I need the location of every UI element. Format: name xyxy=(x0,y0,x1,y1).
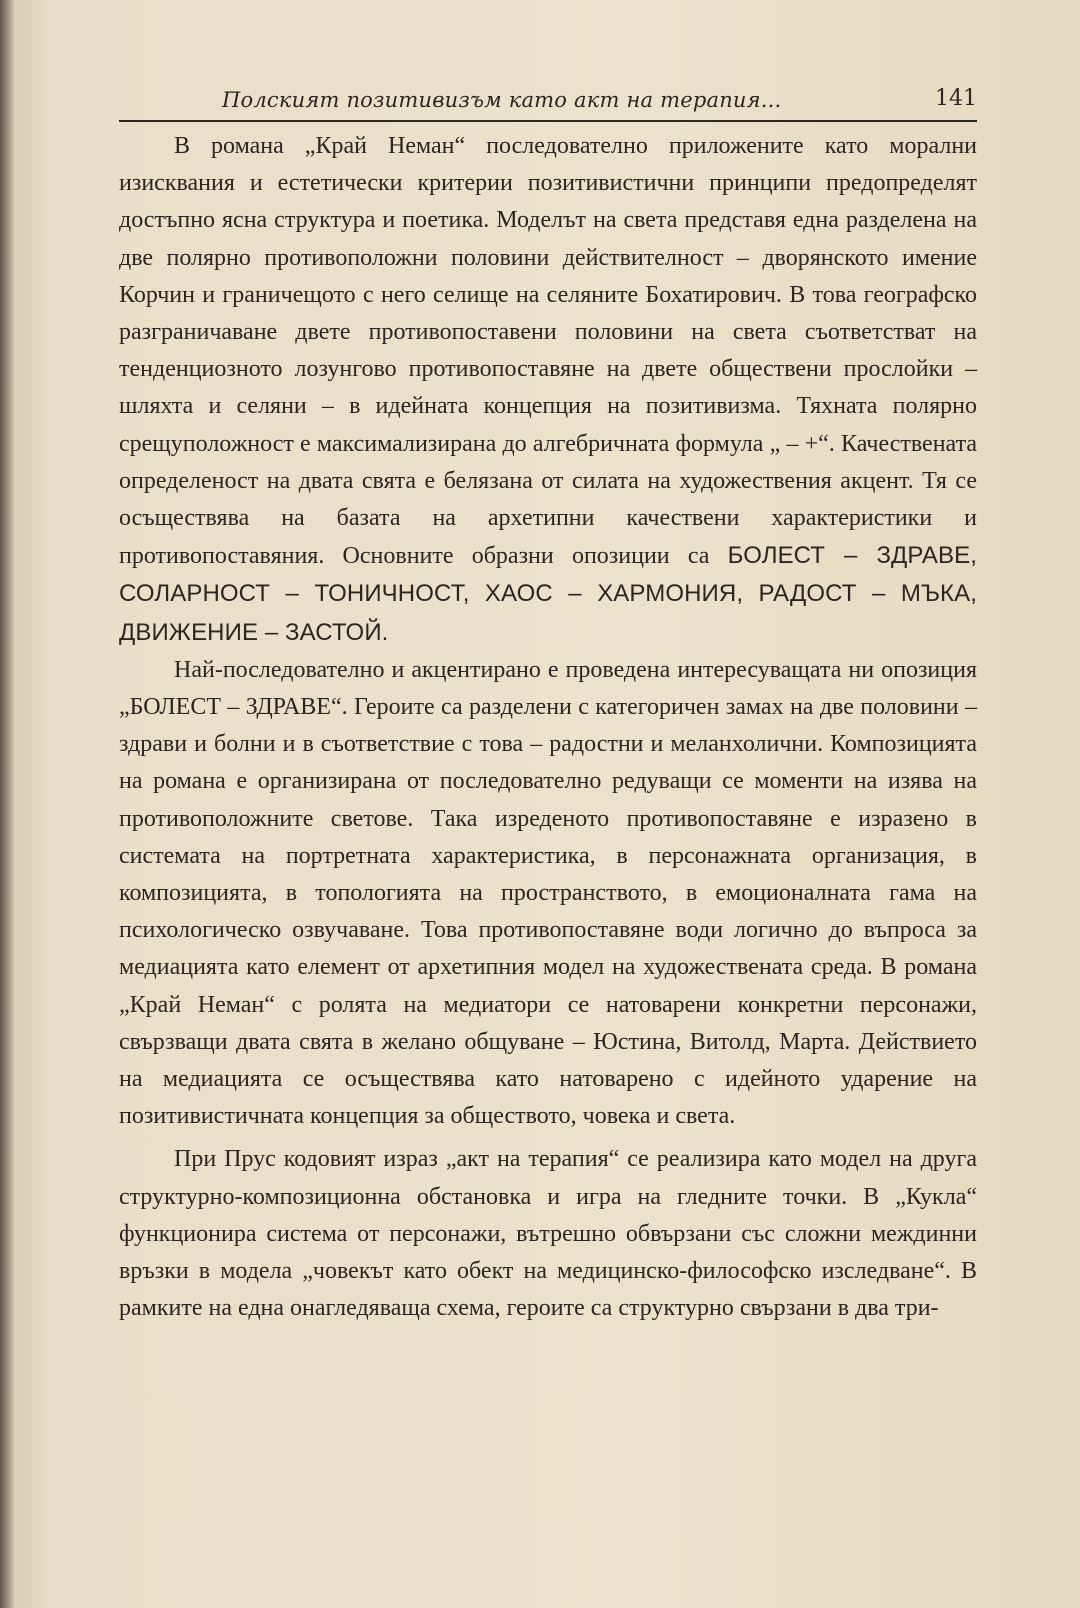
page-header xyxy=(119,84,977,122)
paragraph-1-text: В романа „Край Неман“ последователно приложените като морални изисквания и естетически критерии позитивистични принципи предопределят достъпно ясна структура и поетика. Моделът на света представя една разделена на две полярно противоположни половини действителност – дворянското имение Корчин и граничещото с него селище на селяните Бохатирович. В това географско разграничаване двете противопоставени половини на света съответстват на тенденциозното лозунгово противопоставяне на двете обществени прослойки – шляхта и селяни – в идейната концепция на позитивизма. Тяхната полярно срещуположност е максимализирана до алгебричната формула „ – +“. Качествената определеност на двата свята е белязана от силата на художествения акцент. Тя се осъществява на базата на архетипни качествени характеристики и противопоставяния. Основните образни опозиции са xyxy=(119,133,977,570)
paragraph-2: Най-последователно и акцентирано е проведена интересуващата ни опозиция „БОЛЕСТ – ЗДРАВЕ“. Героите са разделени с категоричен замах на две половини – здрави и болни и в съответствие с това – радостни и меланхолични. Композицията на романа е организирана от последователно редуващи се моменти на изява на противоположните светове. Така изреденото противопоставяне е изразено в системата на портретната характеристика, в персонажната организация, в композицията, в топологията на пространството, в емоционалната гама на психологическо озвучаване. Това противопоставяне води логично до въпроса за медиацията като елемент от архетипния модел на художествената среда. В романа „Край Неман“ с ролята на медиатори се натоварени конкретни персонажи, свързващи двата свята в желано общуване – Юстина, Витолд, Марта. Действието на медиацията се осъществява като натоварено с идейното ударение на позитивистичната концепция за обществото, човека и света. xyxy=(119,656,977,1130)
running-title: Полският позитивизъм като акт на терапия... xyxy=(222,88,782,112)
paragraph-1 xyxy=(119,128,977,652)
paragraph-3: При Прус кодовият израз „акт на терапия“ се реализира като модел на друга структурно-композиционна обстановка и игра на гледните точки. В „Кукла“ функционира система от персонажи, вътрешно обвързани със сложни междинни връзки в модела „човекът като обект на медицинско-философско изследване“. В рамките на една онагледяваща схема, героите са структурно свързани в два три- xyxy=(119,1146,977,1322)
body-text xyxy=(119,128,977,1328)
page-number: 141 xyxy=(935,86,977,111)
book-page xyxy=(14,0,1080,1608)
book-spine-shadow xyxy=(0,0,14,1608)
paragraph-1-oppositions: БОЛЕСТ – ЗДРАВЕ, СОЛАРНОСТ – ТОНИЧНОСТ, ХАОС – ХАРМОНИЯ, РАДОСТ – МЪКА, ДВИЖЕНИЕ – ЗАСТОЙ. xyxy=(119,542,977,646)
